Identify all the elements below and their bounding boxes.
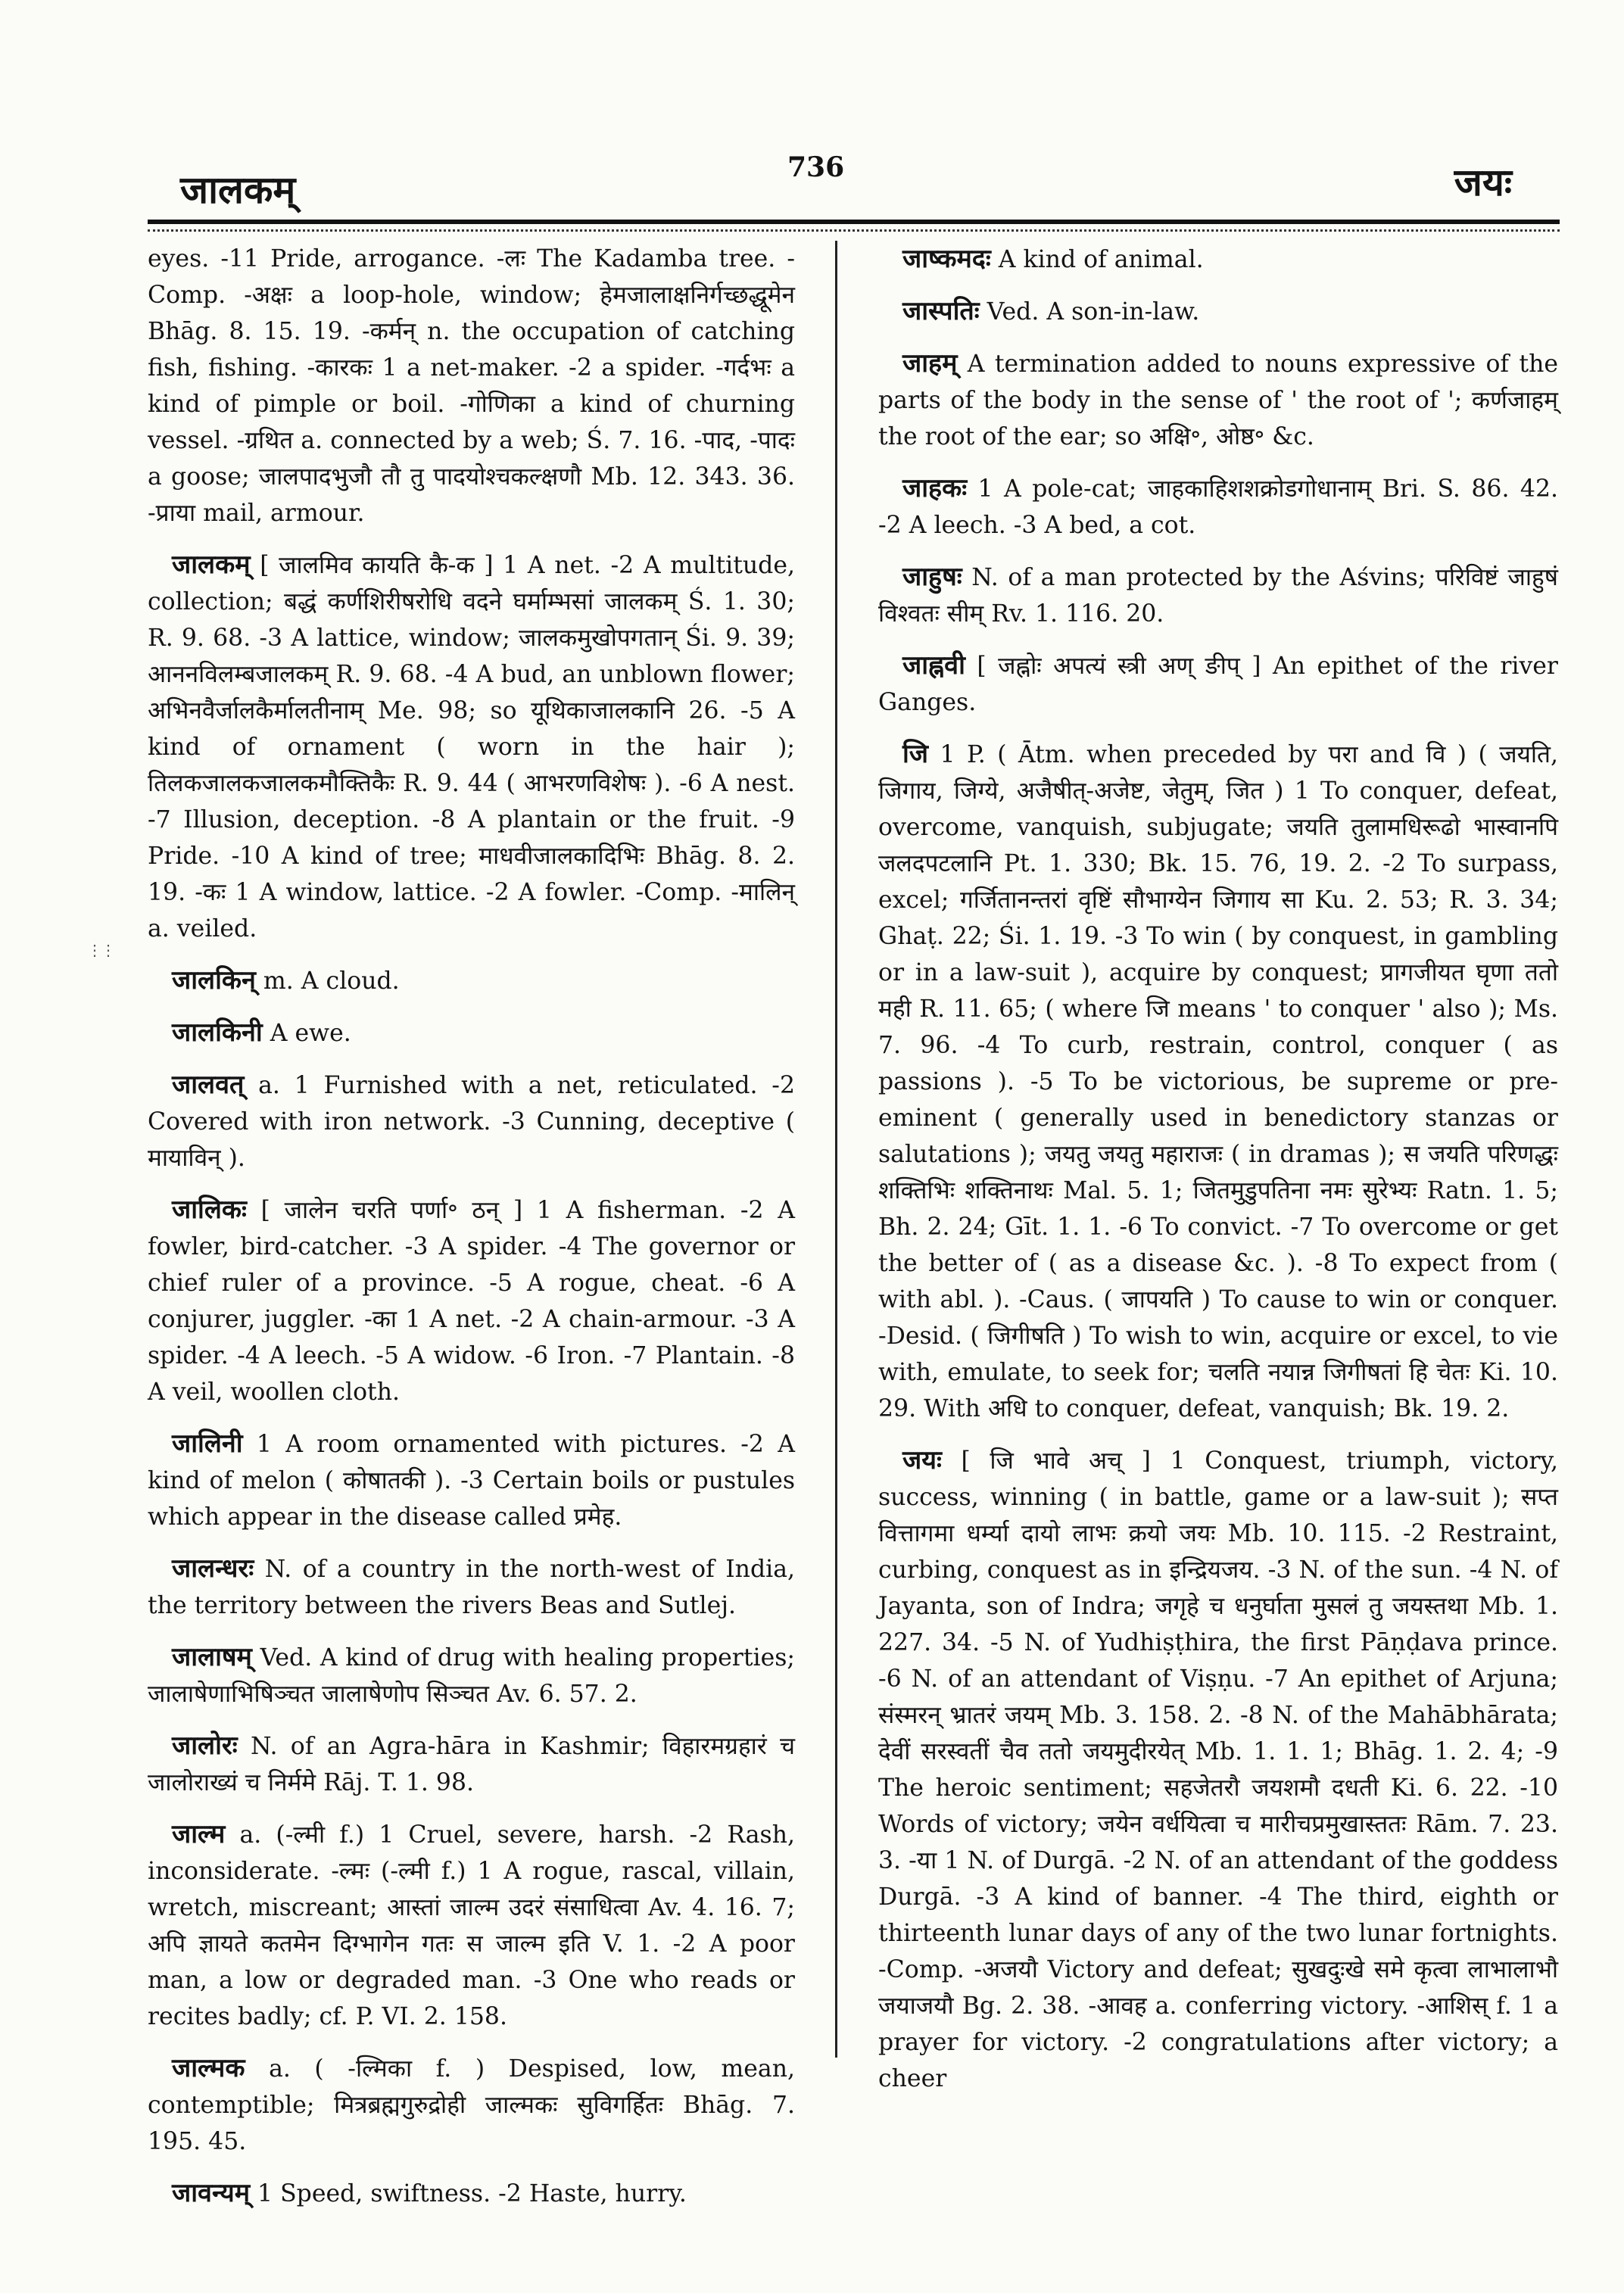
dictionary-entry <box>148 1816 795 2035</box>
dictionary-entry <box>878 559 1558 632</box>
entry-headword: जाहम् <box>902 348 958 379</box>
left-running-headword: जालकम् <box>180 167 296 212</box>
right-running-headword: जयः <box>1454 160 1512 204</box>
column-divider <box>835 241 837 2058</box>
entry-text: a. (-ल्मी f.) 1 Cruel, severe, harsh. -2 Rash, inconsiderate. -ल्मः (-ल्मी f.) 1 A rogue, rascal, villain, wretch, miscreant; आस्तां जाल्म उदरं संसाधित्वा Av. 4. 16. 7; अपि ज्ञायते कतमेन दिग्भागेन गतः स जाल्म इति V. 1. -2 A poor man, a low or degraded man. -3 One who reads or recites badly; cf. P. VI. 2. 158. <box>148 1821 796 2030</box>
entry-headword: जाष्कमदः <box>902 244 991 274</box>
dictionary-entry <box>148 2050 795 2160</box>
entry-text: A termination added to nouns expressive of the parts of the body in the sense of ' the root of '; कर्णजाहम् the root of the ear; so अक्षि॰, ओष्ठ॰ &c. <box>878 350 1558 450</box>
entry-text: a. 1 Furnished with a net, reticulated. -2 Covered with iron network. -3 Cunning, deceptive ( मायाविन् ). <box>148 1072 795 1172</box>
dictionary-entry <box>148 1192 795 1410</box>
dictionary-entry <box>148 547 795 947</box>
entry-headword: जालकम् <box>172 550 251 580</box>
header-dotted-rule <box>148 229 1560 232</box>
dictionary-entry <box>148 1067 795 1176</box>
entry-text: [ जालमिव कायति कै-क ] 1 A net. -2 A multitude, collection; बद्धं कर्णशिरीषरोधि वदने घर्माम्भसां जालकम् Ś. 1. 30; R. 9. 68. -3 A lattice, window; जालकमुखोपगतान् Śi. 9. 39; आननविलम्बजालकम् R. 9. 68. -4 A bud, an unblown flower; अभिनवैर्जालकैर्मालतीनाम् Me. 98; so यूथिकाजालकानि 26. -5 A kind of ornament ( worn in the hair ); तिलकजालकजालकमौक्तिकैः R. 9. 44 ( आभरणविशेषः ). -6 A nest. -7 Illusion, deception. -8 A plantain or the fruit. -9 Pride. -10 A kind of tree; माधवीजालकादिभिः Bhāg. 8. 2. 19. -कः 1 A window, lattice. -2 A fowler. -Comp. -मालिन् a. veiled. <box>148 552 795 942</box>
entry-headword: जालकिनी <box>172 1017 263 1048</box>
entry-text: 1 A room ornamented with pictures. -2 A kind of melon ( कोषातकी ). -3 Certain boils or pustules which appear in the disease called प्रमेह. <box>148 1431 795 1531</box>
dictionary-entry: eyes. -11 Pride, arrogance. -लः The Kadamba tree. -Comp. -अक्षः a loop-hole, window; हेमजालाक्षनिर्गच्छद्धूमेन Bhāg. 8. 15. 19. -कर्मन् n. the occupation of catching fish, fishing. -कारकः 1 a net-maker. -2 a spider. -गर्दभः a kind of pimple or boil. -गोणिका a kind of churning vessel. -ग्रथित a. connected by a web; Ś. 7. 16. -पाद, -पादः a goose; जालपादभुजौ तौ तु पादयोश्चकल्क्षणौ Mb. 12. 343. 36. -प्राया mail, armour. <box>148 245 795 527</box>
entry-headword: जाल्म <box>172 1819 226 1849</box>
entry-text: 1 Speed, swiftness. -2 Haste, hurry. <box>257 2180 687 2207</box>
right-column <box>878 241 1558 2112</box>
entry-headword: जाल्मक <box>172 2053 245 2083</box>
entry-headword: जालाषम् <box>172 1642 252 1672</box>
entry-text: 1 A pole-cat; जाहकाहिशशक्रोडगोधानाम् Bri. S. 86. 42. -2 A leech. -3 A bed, a cot. <box>878 475 1558 539</box>
entry-text: 1 P. ( Ātm. when preceded by परा and वि ) ( जयति, जिगाय, जिग्ये, अजैषीत्-अजेष्ट, जेतुम्, जित ) 1 To conquer, defeat, overcome, vanquish, subjugate; जयति तुलामधिरूढो भास्वानपि जलदपटलानि Pt. 1. 330; Bk. 15. 76, 19. 2. -2 To surpass, excel; गर्जितानन्तरां वृष्टिं सौभाग्येन जिगाय सा Ku. 2. 53; R. 3. 34; Ghaṭ. 22; Śi. 1. 19. -3 To win ( by conquest, in gambling or in a law-suit ), acquire by conquest; प्रागजीयत घृणा ततो मही R. 11. 65; ( where जि means ' to conquer ' also ); Ms. 7. 96. -4 To curb, restrain, control, conquer ( as passions ). -5 To be victorious, be supreme or pre-eminent ( generally used in benedictory stanzas or salutations ); जयतु जयतु महाराजः ( in dramas ); स जयति परिणद्धः शक्तिभिः शक्तिनाथः Mal. 5. 1; जितमुडुपतिना नमः सुरेभ्यः Ratn. 1. 5; Bh. 2. 24; Gīt. 1. 1. -6 To convict. -7 To overcome or get the better of ( as a disease &c. ). -8 To expect from ( with abl. ). -Caus. ( जापयति ) To cause to win or conquer. -Desid. ( जिगीषति ) To wish to win, acquire or excel, to vie with, emulate, to seek for; चलति नयान्न जिगीषतां हि चेतः Ki. 10. 29. With अधि to conquer, defeat, vanquish; Bk. 19. 2. <box>878 741 1558 1422</box>
entry-text: A kind of animal. <box>998 246 1204 273</box>
entry-text: [ जालेन चरति पर्णा॰ ठन् ] 1 A fisherman. -2 A fowler, bird-catcher. -3 A spider. -4 The governor or chief ruler of a province. -5 A rogue, cheat. -6 A conjurer, juggler. -का 1 A net. -2 A chain-armour. -3 A spider. -4 A leech. -5 A widow. -6 Iron. -7 Plantain. -8 A veil, woollen cloth. <box>148 1197 795 1406</box>
dictionary-entry <box>878 470 1558 544</box>
entry-headword: जयः <box>902 1445 942 1475</box>
entry-text: N. of a country in the north-west of India, the territory between the rivers Beas and Sutlej. <box>148 1556 795 1619</box>
entry-text: Ved. A kind of drug with healing properties; जालाषेणाभिषिञ्चत जालाषेणोप सिञ्चत Av. 6. 57. 2. <box>148 1644 796 1708</box>
entry-text: N. of a man protected by the Aśvins; परिविष्टं जाहुषं विश्वतः सीम् Rv. 1. 116. 20. <box>878 564 1558 628</box>
dictionary-entry <box>878 736 1558 1427</box>
margin-mark: ⋮⋮ <box>87 941 114 959</box>
entry-text: N. of an Agra-hāra in Kashmir; विहारमग्रहारं च जालोराख्यं च निर्ममे Rāj. T. 1. 98. <box>148 1733 795 1796</box>
dictionary-entry <box>148 1014 795 1051</box>
entry-text: a. ( -ल्मिका f. ) Despised, low, mean, contemptible; मित्रब्रह्मगुरुद्रोही जाल्मकः सुविगर्हितः Bhāg. 7. 195. 45. <box>148 2055 796 2155</box>
left-column <box>148 241 795 2227</box>
entry-headword: जालोरः <box>172 1731 238 1761</box>
header-rule <box>148 220 1560 224</box>
entry-headword: जाहकः <box>902 473 968 503</box>
entry-headword: जालिनी <box>172 1428 243 1459</box>
dictionary-entry <box>878 345 1558 455</box>
dictionary-entry <box>148 1425 795 1535</box>
page-number: 736 <box>787 151 845 183</box>
dictionary-entry <box>148 962 795 999</box>
entry-headword: जालन्धरः <box>172 1553 254 1584</box>
entry-text: m. A cloud. <box>263 967 400 995</box>
page-header <box>0 0 1624 227</box>
dictionary-entry <box>878 293 1558 330</box>
entry-headword: जाहुषः <box>902 562 962 592</box>
dictionary-entry <box>878 241 1558 278</box>
entry-headword: जि <box>902 739 929 769</box>
dictionary-entry <box>148 1550 795 1624</box>
dictionary-entry <box>878 1442 1558 2097</box>
entry-headword: जावन्यम् <box>172 2178 251 2208</box>
entry-headword: जालिकः <box>172 1195 247 1225</box>
entry-text: A ewe. <box>270 1020 351 1047</box>
dictionary-entry <box>148 2175 795 2212</box>
entry-text: [ जह्नोः अपत्यं स्त्री अण् ङीप् ] An epithet of the river Ganges. <box>878 653 1558 716</box>
dictionary-entry <box>148 1639 795 1712</box>
entry-text: [ जि भावे अच् ] 1 Conquest, triumph, victory, success, winning ( in battle, game or a law-suit ); सप्त वित्तागमा धर्म्या दायो लाभः क्रयो जयः Mb. 10. 115. -2 Restraint, curbing, conquest as in इन्द्रियजय. -3 N. of the sun. -4 N. of Jayanta, son of Indra; जगृहे च धनुर्घाता मुसलं तु जयस्तथा Mb. 1. 227. 34. -5 N. of Yudhiṣṭhira, the first Pāṇḍava prince. -6 N. of an attendant of Viṣṇu. -7 An epithet of Arjuna; संस्मरन् भ्रातरं जयम् Mb. 3. 158. 2. -8 N. of the Mahābhārata; देवीं सरस्वतीं चैव ततो जयमुदीरयेत् Mb. 1. 1. 1; Bhāg. 1. 2. 4; -9 The heroic sentiment; सहजेतरौ जयशमौ दधती Ki. 6. 22. -10 Words of victory; जयेन वर्धयित्वा च मारीचप्रमुखास्ततः Rām. 7. 23. 3. -या 1 N. of Durgā. -2 N. of an attendant of the goddess Durgā. -3 A kind of banner. -4 The third, eighth or thirteenth lunar days of any of the two lunar fortnights. -Comp. -अजयौ Victory and defeat; सुखदुःखे समे कृत्वा लाभालाभौ जयाजयौ Bg. 2. 38. -आवह a. conferring victory. -आशिस् f. 1 a prayer for victory. -2 congratulations after victory; a cheer <box>878 1447 1558 2092</box>
entry-headword: जालवत् <box>172 1070 245 1100</box>
entry-headword: जाह्नवी <box>902 650 965 681</box>
dictionary-entry <box>878 647 1558 721</box>
entry-text: Ved. A son-in-law. <box>987 298 1200 326</box>
entry-headword: जास्पतिः <box>902 296 980 326</box>
entry-headword: जालकिन् <box>172 965 256 995</box>
dictionary-entry <box>148 1728 795 1801</box>
